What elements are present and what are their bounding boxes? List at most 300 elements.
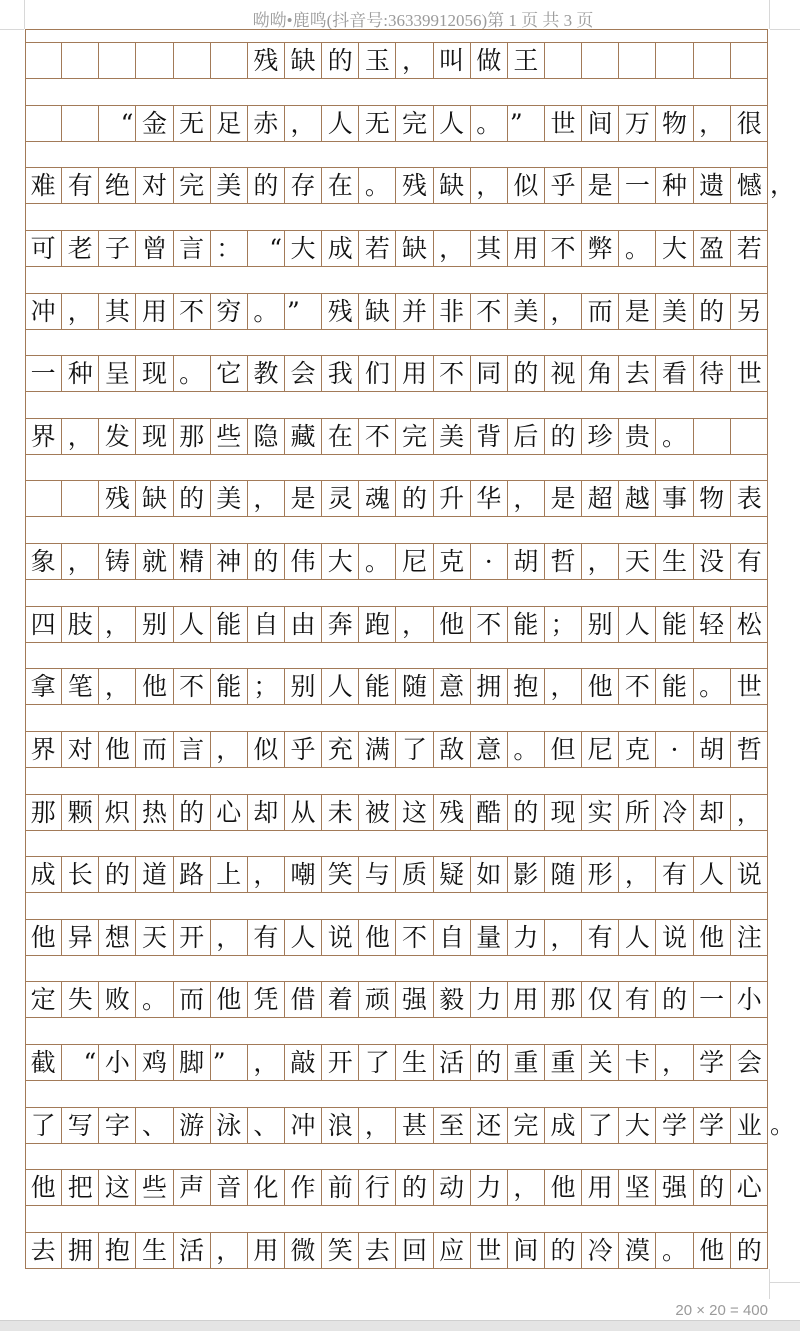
- grid-cell: 自: [434, 920, 471, 955]
- grid-cell: 有: [62, 168, 99, 203]
- grid-cell: 灵: [322, 481, 359, 516]
- grid-cell: 叫: [434, 43, 471, 78]
- grid-cell: 有: [736, 547, 762, 577]
- grid-cell: 有: [582, 920, 619, 955]
- grid-cell: 它: [211, 356, 248, 391]
- grid-cell: 的: [174, 795, 211, 830]
- grid-cell: 物: [694, 481, 731, 516]
- grid-cell: 、: [136, 1108, 173, 1143]
- grid-cell: 去: [359, 1233, 396, 1268]
- grid-cell: [62, 481, 99, 516]
- grid-cell: 鸡: [136, 1045, 173, 1080]
- grid-cell: 用: [396, 356, 433, 391]
- grid-cell: 完: [396, 106, 433, 141]
- grid-cell: 能: [211, 669, 248, 704]
- grid-cell: 间: [508, 1233, 545, 1268]
- grid-cell: 完: [174, 168, 211, 203]
- grid-cell: 拥: [62, 1233, 99, 1268]
- grid-row: [25, 668, 768, 705]
- grid-cell: 路: [174, 857, 211, 892]
- grid-cell: 。: [471, 106, 508, 141]
- grid-cell: 无: [174, 106, 211, 141]
- grid-cell: 种: [656, 168, 693, 203]
- grid-cell: 微: [285, 1233, 322, 1268]
- grid-cell: 王: [508, 43, 545, 78]
- grid-cell: 浪: [322, 1108, 359, 1143]
- grid-cell: 的: [248, 544, 285, 579]
- grid-cell: 一: [694, 982, 731, 1017]
- grid-cell: 看: [656, 356, 693, 391]
- grid-cell: 克: [619, 732, 656, 767]
- grid-cell: 上: [211, 857, 248, 892]
- grid-cell: 强: [656, 1170, 693, 1205]
- grid-cell: 敌: [434, 732, 471, 767]
- grid-cell: 从: [285, 795, 322, 830]
- grid-cell: 强: [396, 982, 433, 1017]
- grid-row: [25, 731, 768, 768]
- grid-cell: 疑: [434, 857, 471, 892]
- grid-cell: 天: [136, 920, 173, 955]
- grid-cell: 被: [359, 795, 396, 830]
- grid-cell: 世: [736, 359, 762, 389]
- grid-cell: 藏: [285, 419, 322, 454]
- grid-cell: [656, 43, 693, 78]
- grid-cell: 大: [322, 544, 359, 579]
- grid-cell: [25, 481, 62, 516]
- grid-row: [25, 1044, 768, 1081]
- grid-cell: 别: [582, 607, 619, 642]
- grid-cell: 能: [656, 669, 693, 704]
- page-header: 呦呦•鹿鸣(抖音号:36339912056)第 1 页 共 3 页: [252, 11, 594, 30]
- grid-cell: 克: [434, 544, 471, 579]
- grid-cell: 珍: [582, 419, 619, 454]
- grid-cell: 魂: [359, 481, 396, 516]
- grid-cell: 应: [434, 1233, 471, 1268]
- grid-cell: 很: [736, 108, 762, 138]
- grid-cell: 如: [471, 857, 508, 892]
- grid-cell: 存: [285, 168, 322, 203]
- grid-cell: 至: [434, 1108, 471, 1143]
- grid-cell: 却: [248, 795, 285, 830]
- grid-row: [25, 1169, 768, 1206]
- grid-cell: 的: [545, 1233, 582, 1268]
- grid-cell: 的: [322, 43, 359, 78]
- grid-cell: 超: [582, 481, 619, 516]
- grid-cell: 随: [545, 857, 582, 892]
- grid-cell: 是: [582, 168, 619, 203]
- grid-cell: 前: [322, 1170, 359, 1205]
- grid-cell: 他: [99, 732, 136, 767]
- grid-cell: 想: [99, 920, 136, 955]
- grid-cell: 他: [136, 669, 173, 704]
- grid-cell: 质: [396, 857, 433, 892]
- grid-cell: 些: [136, 1170, 173, 1205]
- grid-cell: 笑: [322, 1233, 359, 1268]
- grid-cell: 还: [471, 1108, 508, 1143]
- grid-cell: 把: [62, 1170, 99, 1205]
- grid-cell: 不: [471, 294, 508, 329]
- grid-cell: 。: [359, 168, 396, 203]
- grid-cell: 就: [136, 544, 173, 579]
- grid-cell: 美: [211, 481, 248, 516]
- grid-cell: 现: [545, 795, 582, 830]
- grid-cell: 子: [99, 231, 136, 266]
- grid-cell: 学: [694, 1108, 731, 1143]
- grid-cell: 待: [694, 356, 731, 391]
- grid-cell: 。: [619, 231, 656, 266]
- grid-cell: ，: [99, 669, 136, 704]
- grid-row: [25, 1107, 768, 1144]
- grid-cell: 在: [322, 168, 359, 203]
- grid-cell: 而: [136, 732, 173, 767]
- grid-cell: 而: [174, 982, 211, 1017]
- overflow-punctuation: 。: [770, 1109, 796, 1139]
- grid-cell: 异: [62, 920, 99, 955]
- grid-row: [25, 480, 768, 517]
- grid-cell: 生: [136, 1233, 173, 1268]
- grid-cell: 不: [619, 669, 656, 704]
- grid-cell: 尼: [582, 732, 619, 767]
- grid-cell: ”: [508, 106, 545, 141]
- grid-cell: 人: [694, 857, 731, 892]
- grid-cell: 精: [174, 544, 211, 579]
- grid-cell: [582, 43, 619, 78]
- grid-cell: 一: [25, 356, 62, 391]
- grid-cell: 随: [396, 669, 433, 704]
- grid-cell: 若: [736, 233, 762, 263]
- grid-cell: 其: [471, 231, 508, 266]
- grid-cell: 。: [656, 1233, 693, 1268]
- grid-cell: 他: [25, 920, 62, 955]
- grid-cell: 成: [545, 1108, 582, 1143]
- grid-cell: 不: [396, 920, 433, 955]
- grid-row: [25, 167, 768, 204]
- grid-cell: ，: [211, 1233, 248, 1268]
- grid-cell: 美: [434, 419, 471, 454]
- grid-cell: 一: [619, 168, 656, 203]
- grid-cell: 行: [359, 1170, 396, 1205]
- grid-cell: 却: [694, 795, 731, 830]
- grid-cell: 。: [359, 544, 396, 579]
- grid-cell: 些: [211, 419, 248, 454]
- grid-cell: 足: [211, 106, 248, 141]
- grid-cell: 漠: [619, 1233, 656, 1268]
- grid-cell: [25, 106, 62, 141]
- grid-cell: 音: [211, 1170, 248, 1205]
- grid-cell: 心: [211, 795, 248, 830]
- grid-cell: 玉: [359, 43, 396, 78]
- grid-cell: ，: [99, 607, 136, 642]
- grid-cell: 用: [248, 1233, 285, 1268]
- grid-cell: 开: [174, 920, 211, 955]
- grid-cell: 重: [545, 1045, 582, 1080]
- grid-cell: 。: [508, 732, 545, 767]
- grid-cell: 拿: [25, 669, 62, 704]
- grid-cell: 他: [211, 982, 248, 1017]
- page-edge-bottom-right: [770, 1282, 800, 1283]
- grid-cell: 似: [248, 732, 285, 767]
- grid-cell: 对: [62, 732, 99, 767]
- grid-cell: 不: [174, 669, 211, 704]
- grid-cell: 神: [211, 544, 248, 579]
- grid-cell: ，: [508, 481, 545, 516]
- grid-cell: 背: [471, 419, 508, 454]
- grid-cell: 的: [694, 1170, 731, 1205]
- grid-cell: 他: [545, 1170, 582, 1205]
- grid-cell: 绝: [99, 168, 136, 203]
- grid-cell: 教: [248, 356, 285, 391]
- grid-cell: 这: [99, 1170, 136, 1205]
- grid-cell: [62, 106, 99, 141]
- grid-cell: 。: [136, 982, 173, 1017]
- grid-cell: 开: [322, 1045, 359, 1080]
- grid-cell: 截: [25, 1045, 62, 1080]
- grid-cell: 没: [694, 544, 731, 579]
- grid-row: [25, 42, 768, 79]
- grid-cell: ，: [694, 106, 731, 141]
- grid-cell: 小: [736, 985, 762, 1015]
- grid-cell: 充: [322, 732, 359, 767]
- grid-cell: 去: [619, 356, 656, 391]
- grid-cell: 乎: [545, 168, 582, 203]
- grid-cell: 败: [99, 982, 136, 1017]
- grid-cell: 重: [508, 1045, 545, 1080]
- grid-cell: 松: [736, 609, 762, 639]
- grid-cell: 能: [211, 607, 248, 642]
- grid-cell: 无: [359, 106, 396, 141]
- grid-cell: ，: [211, 920, 248, 955]
- grid-cell: 不: [174, 294, 211, 329]
- grid-cell: 能: [656, 607, 693, 642]
- grid-cell: 自: [248, 607, 285, 642]
- grid-cell: 甚: [396, 1108, 433, 1143]
- grid-cell: 胡: [508, 544, 545, 579]
- grid-cell: 会: [736, 1048, 762, 1078]
- grid-cell: 美: [508, 294, 545, 329]
- grid-cell: 成: [322, 231, 359, 266]
- grid-cell: 笑: [322, 857, 359, 892]
- grid-cell: 金: [136, 106, 173, 141]
- grid-cell: “: [62, 1045, 99, 1080]
- grid-cell: 种: [62, 356, 99, 391]
- grid-cell: 万: [619, 106, 656, 141]
- grid-cell: 们: [359, 356, 396, 391]
- grid-cell: 大: [619, 1108, 656, 1143]
- grid-cell: ，: [248, 1045, 285, 1080]
- grid-cell: 业: [736, 1110, 762, 1140]
- grid-cell: 人: [322, 669, 359, 704]
- grid-cell: 人: [619, 920, 656, 955]
- grid-cell: 道: [136, 857, 173, 892]
- grid-cell: ，: [62, 544, 99, 579]
- grid-cell: 残: [248, 43, 285, 78]
- grid-cell: 伟: [285, 544, 322, 579]
- grid-cell: ”: [285, 294, 322, 329]
- grid-cell: 写: [62, 1108, 99, 1143]
- grid-cell: 他: [434, 607, 471, 642]
- grid-cell: 失: [62, 982, 99, 1017]
- grid-cell: 隐: [248, 419, 285, 454]
- grid-cell: 力: [471, 982, 508, 1017]
- grid-cell: 抱: [508, 669, 545, 704]
- grid-cell: [136, 43, 173, 78]
- grid-cell: 越: [619, 481, 656, 516]
- grid-cell: 是: [619, 294, 656, 329]
- grid-cell: [731, 419, 768, 454]
- grid-cell: 。: [174, 356, 211, 391]
- grid-cell: 热: [136, 795, 173, 830]
- grid-cell: 视: [545, 356, 582, 391]
- grid-cell: 他: [694, 1233, 731, 1268]
- grid-cell: ，: [656, 1045, 693, 1080]
- grid-cell: 发: [99, 419, 136, 454]
- grid-cell: 可: [25, 231, 62, 266]
- grid-cell: 世: [471, 1233, 508, 1268]
- grid-cell: 天: [619, 544, 656, 579]
- grid-cell: 用: [582, 1170, 619, 1205]
- grid-cell: ·: [471, 544, 508, 579]
- grid-cell: 缺: [136, 481, 173, 516]
- grid-cell: 说: [656, 920, 693, 955]
- grid-row: [25, 293, 768, 330]
- grid-cell: 缺: [434, 168, 471, 203]
- grid-cell: 但: [545, 732, 582, 767]
- grid-cell: 的: [396, 1170, 433, 1205]
- grid-cell: 的: [545, 419, 582, 454]
- grid-cell: 人: [174, 607, 211, 642]
- grid-cell: [62, 43, 99, 78]
- grid-cell: 去: [25, 1233, 62, 1268]
- grid-cell: 的: [508, 356, 545, 391]
- grid-cell: 残: [396, 168, 433, 203]
- grid-cell: 缺: [396, 231, 433, 266]
- grid-cell: 声: [174, 1170, 211, 1205]
- grid-cell: 着: [322, 982, 359, 1017]
- grid-cell: 现: [136, 356, 173, 391]
- grid-cell: 美: [656, 294, 693, 329]
- grid-cell: 后: [508, 419, 545, 454]
- grid-cell: 似: [508, 168, 545, 203]
- grid-cell: 难: [25, 168, 62, 203]
- grid-cell: 满: [359, 732, 396, 767]
- grid-row: [25, 856, 768, 893]
- grid-cell: ，: [62, 294, 99, 329]
- grid-row: [25, 1232, 768, 1269]
- status-bar: [0, 1320, 800, 1331]
- grid-cell: 了: [396, 732, 433, 767]
- grid-row: [25, 794, 768, 831]
- grid-cell: 哲: [545, 544, 582, 579]
- grid-cell: 这: [396, 795, 433, 830]
- grid-cell: ·: [656, 732, 693, 767]
- grid-cell: 弊: [582, 231, 619, 266]
- grid-cell: 的: [656, 982, 693, 1017]
- grid-cell: 老: [62, 231, 99, 266]
- grid-cell: 象: [25, 544, 62, 579]
- grid-cell: 炽: [99, 795, 136, 830]
- grid-cell: 生: [396, 1045, 433, 1080]
- grid-cell: 盈: [694, 231, 731, 266]
- grid-cell: 量: [471, 920, 508, 955]
- grid-cell: 抱: [99, 1233, 136, 1268]
- overflow-punctuation: ，: [770, 170, 796, 200]
- grid-row: [25, 355, 768, 392]
- grid-cell: 大: [656, 231, 693, 266]
- grid-cell: 形: [582, 857, 619, 892]
- grid-cell: 界: [25, 732, 62, 767]
- grid-cell: 所: [619, 795, 656, 830]
- grid-cell: ，: [285, 106, 322, 141]
- grid-cell: 残: [434, 795, 471, 830]
- grid-cell: 活: [434, 1045, 471, 1080]
- grid-cell: 对: [136, 168, 173, 203]
- grid-row: [25, 919, 768, 956]
- grid-cell: ，: [508, 1170, 545, 1205]
- grid-cell: 说: [322, 920, 359, 955]
- grid-cell: 间: [582, 106, 619, 141]
- grid-cell: ，: [545, 294, 582, 329]
- grid-cell: [545, 43, 582, 78]
- grid-cell: ；: [545, 607, 582, 642]
- grid-cell: ，: [62, 419, 99, 454]
- grid-cell: 笔: [62, 669, 99, 704]
- grid-cell: [174, 43, 211, 78]
- grid-cell: [619, 43, 656, 78]
- grid-cell: 会: [285, 356, 322, 391]
- grid-cell: ”: [211, 1045, 248, 1080]
- grid-cell: 尼: [396, 544, 433, 579]
- grid-cell: ，: [545, 669, 582, 704]
- grid-cell: 的: [248, 168, 285, 203]
- grid-cell: 现: [136, 419, 173, 454]
- grid-cell: 完: [396, 419, 433, 454]
- grid-cell: 奔: [322, 607, 359, 642]
- grid-cell: 的: [508, 795, 545, 830]
- grid-cell: 升: [434, 481, 471, 516]
- grid-cell: 游: [174, 1108, 211, 1143]
- grid-cell: 酷: [471, 795, 508, 830]
- grid-cell: 冲: [285, 1108, 322, 1143]
- grid-cell: 不: [434, 356, 471, 391]
- grid-cell: 那: [25, 795, 62, 830]
- grid-cell: 脚: [174, 1045, 211, 1080]
- grid-cell: 字: [99, 1108, 136, 1143]
- grid-cell: 意: [471, 732, 508, 767]
- grid-cell: 残: [99, 481, 136, 516]
- grid-cell: 的: [694, 294, 731, 329]
- grid-cell: 跑: [359, 607, 396, 642]
- grid-cell: 的: [736, 1235, 762, 1265]
- grid-cell: 胡: [694, 732, 731, 767]
- grid-cell: ，: [359, 1108, 396, 1143]
- grid-cell: 仅: [582, 982, 619, 1017]
- grid-cell: 的: [99, 857, 136, 892]
- grid-cell: 他: [25, 1170, 62, 1205]
- grid-cell: 化: [248, 1170, 285, 1205]
- grid-cell: 顽: [359, 982, 396, 1017]
- grid-cell: 的: [471, 1045, 508, 1080]
- grid-cell: 动: [434, 1170, 471, 1205]
- grid-cell: 穷: [211, 294, 248, 329]
- grid-cell: 那: [545, 982, 582, 1017]
- grid-cell: ，: [619, 857, 656, 892]
- grid-cell: [99, 43, 136, 78]
- grid-cell: 人: [322, 106, 359, 141]
- grid-cell: 乎: [285, 732, 322, 767]
- grid-cell: 有: [248, 920, 285, 955]
- grid-cell: 物: [656, 106, 693, 141]
- grid-cell: 嘲: [285, 857, 322, 892]
